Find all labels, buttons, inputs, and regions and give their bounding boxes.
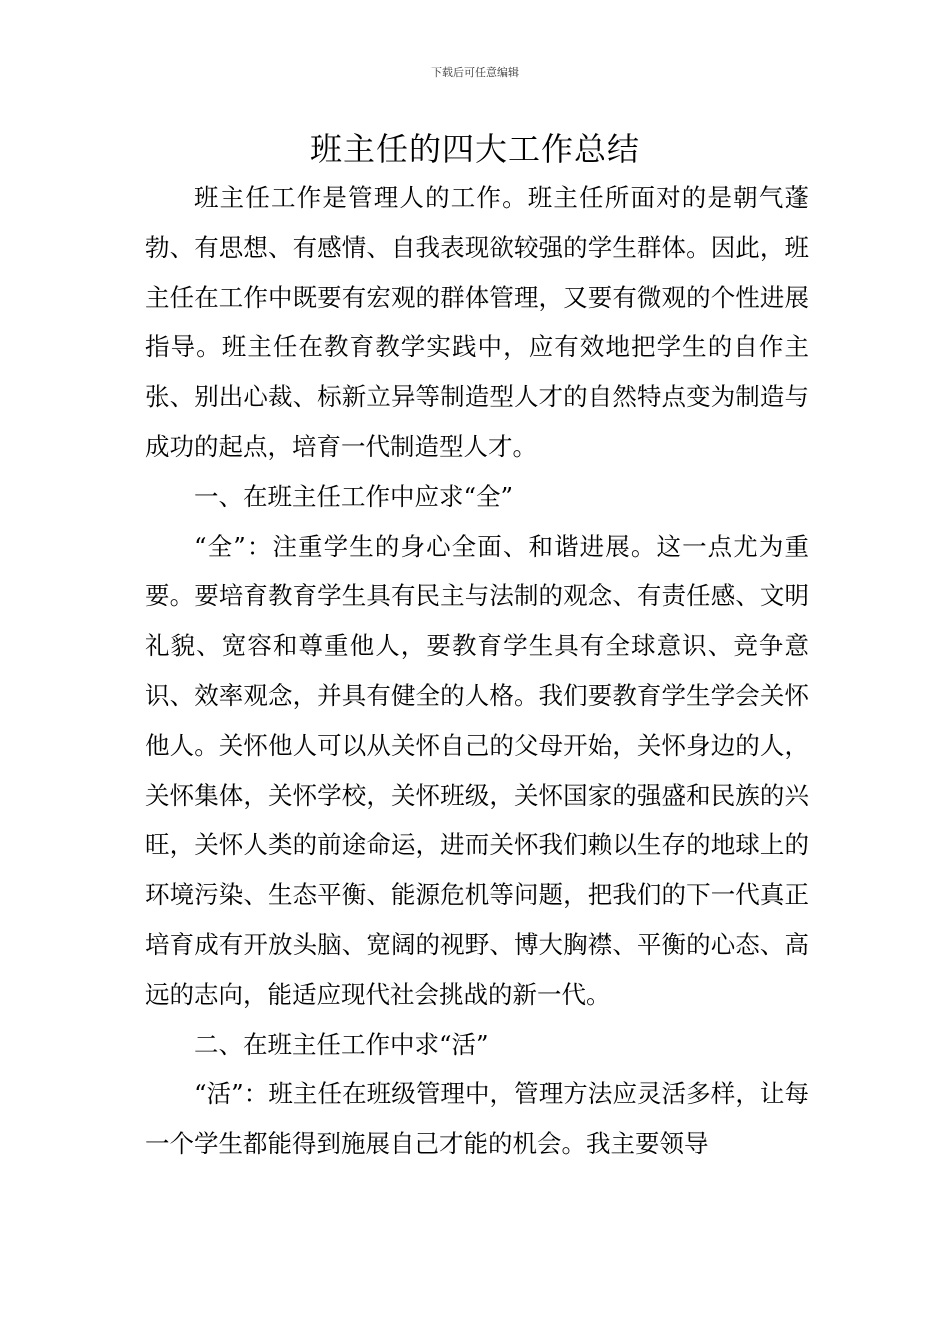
paragraph-intro: 班主任工作是管理人的工作。班主任所面对的是朝气蓬勃、有思想、有感情、自我表现欲较强的学生群体。因此，班主任在工作中既要有宏观的群体管理，又要有微观的个性进展指导。班主任在教育教学实践中，应有效地把学生的自作主张、别出心裁、标新立异等制造型人才的自然特点变为制造与成功的起点，培育一代制造型人才。 <box>145 183 809 461</box>
paragraph-section-2: “活”：班主任在班级管理中，管理方法应灵活多样，让每一个学生都能得到施展自己才能的机会。我主要领导 <box>145 1079 809 1159</box>
document-body <box>145 173 809 1169</box>
document-title: 班主任的四大工作总结 <box>309 130 640 168</box>
section-heading-2: 二、在班主任工作中求“活” <box>194 1029 489 1059</box>
header-note: 下载后可任意编辑 <box>431 66 519 79</box>
paragraph-section-1: “全”：注重学生的身心全面、和谐进展。这一点尤为重要。要培育教育学生具有民主与法制的观念、有责任感、文明礼貌、宽容和尊重他人，要教育学生具有全球意识、竞争意识、效率观念，并具有健全的人格。我们要教育学生学会关怀他人。关怀他人可以从关怀自己的父母开始，关怀身边的人，关怀集体，关怀学校，关怀班级，关怀国家的强盛和民族的兴旺，关怀人类的前途命运，进而关怀我们赖以生存的地球上的环境污染、生态平衡、能源危机等问题，把我们的下一代真正培育成有开放头脑、宽阔的视野、博大胸襟、平衡的心态、高远的志向，能适应现代社会挑战的新一代。 <box>145 531 809 1009</box>
section-heading-1: 一、在班主任工作中应求“全” <box>194 481 514 511</box>
